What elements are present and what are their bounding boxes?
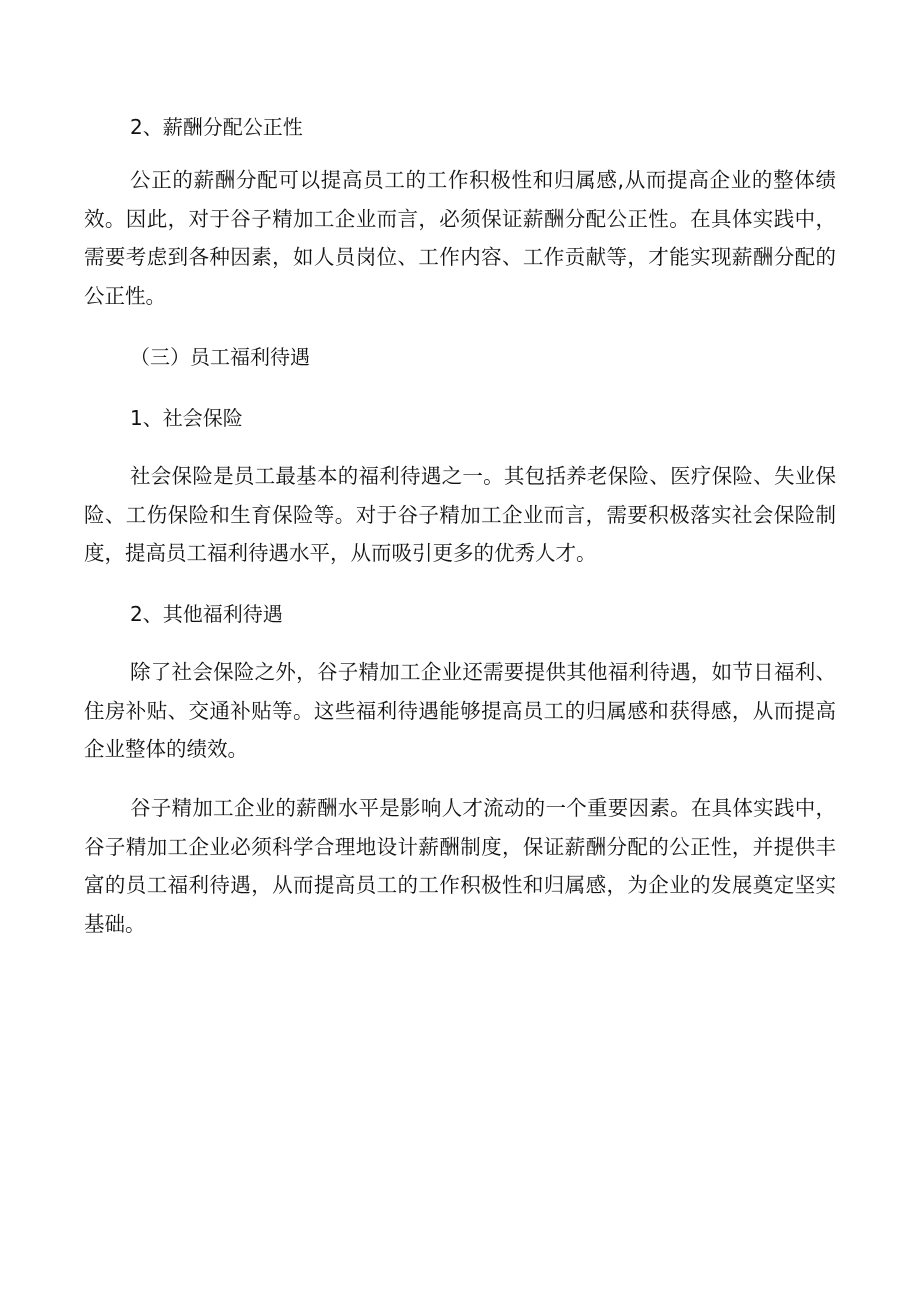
heading-social-insurance: 1、社会保险 [130, 405, 243, 430]
paragraph-salary-fairness: 公正的薪酬分配可以提高员工的工作积极性和归属感,从而提高企业的整体绩效。因此，对于谷子精加工企业而言，必须保证薪酬分配公正性。在具体实践中，需要考虑到各种因素，如人员岗位、工作内容、工作贡献等，才能实现薪酬分配的公正性。 [84, 168, 836, 309]
heading-other-benefits: 2、其他福利待遇 [130, 601, 283, 626]
paragraph-other-benefits: 除了社会保险之外，谷子精加工企业还需要提供其他福利待遇，如节日福利、住房补贴、交通补贴等。这些福利待遇能够提高员工的归属感和获得感，从而提高企业整体的绩效。 [84, 659, 836, 762]
paragraph-conclusion: 谷子精加工企业的薪酬水平是影响人才流动的一个重要因素。在具体实践中，谷子精加工企业必须科学合理地设计薪酬制度，保证薪酬分配的公正性，并提供丰富的员工福利待遇，从而提高员工的工作积极性和归属感，为企业的发展奠定坚实基础。 [84, 796, 836, 937]
section-title-benefits: （三）员工福利待遇 [130, 344, 310, 369]
paragraph-social-insurance: 社会保险是员工最基本的福利待遇之一。其包括养老保险、医疗保险、失业保险、工伤保险和生育保险等。对于谷子精加工企业而言，需要积极落实社会保险制度，提高员工福利待遇水平，从而吸引更多的优秀人才。 [84, 463, 836, 566]
heading-salary-fairness: 2、薪酬分配公正性 [130, 115, 303, 139]
document-body [84, 106, 836, 944]
